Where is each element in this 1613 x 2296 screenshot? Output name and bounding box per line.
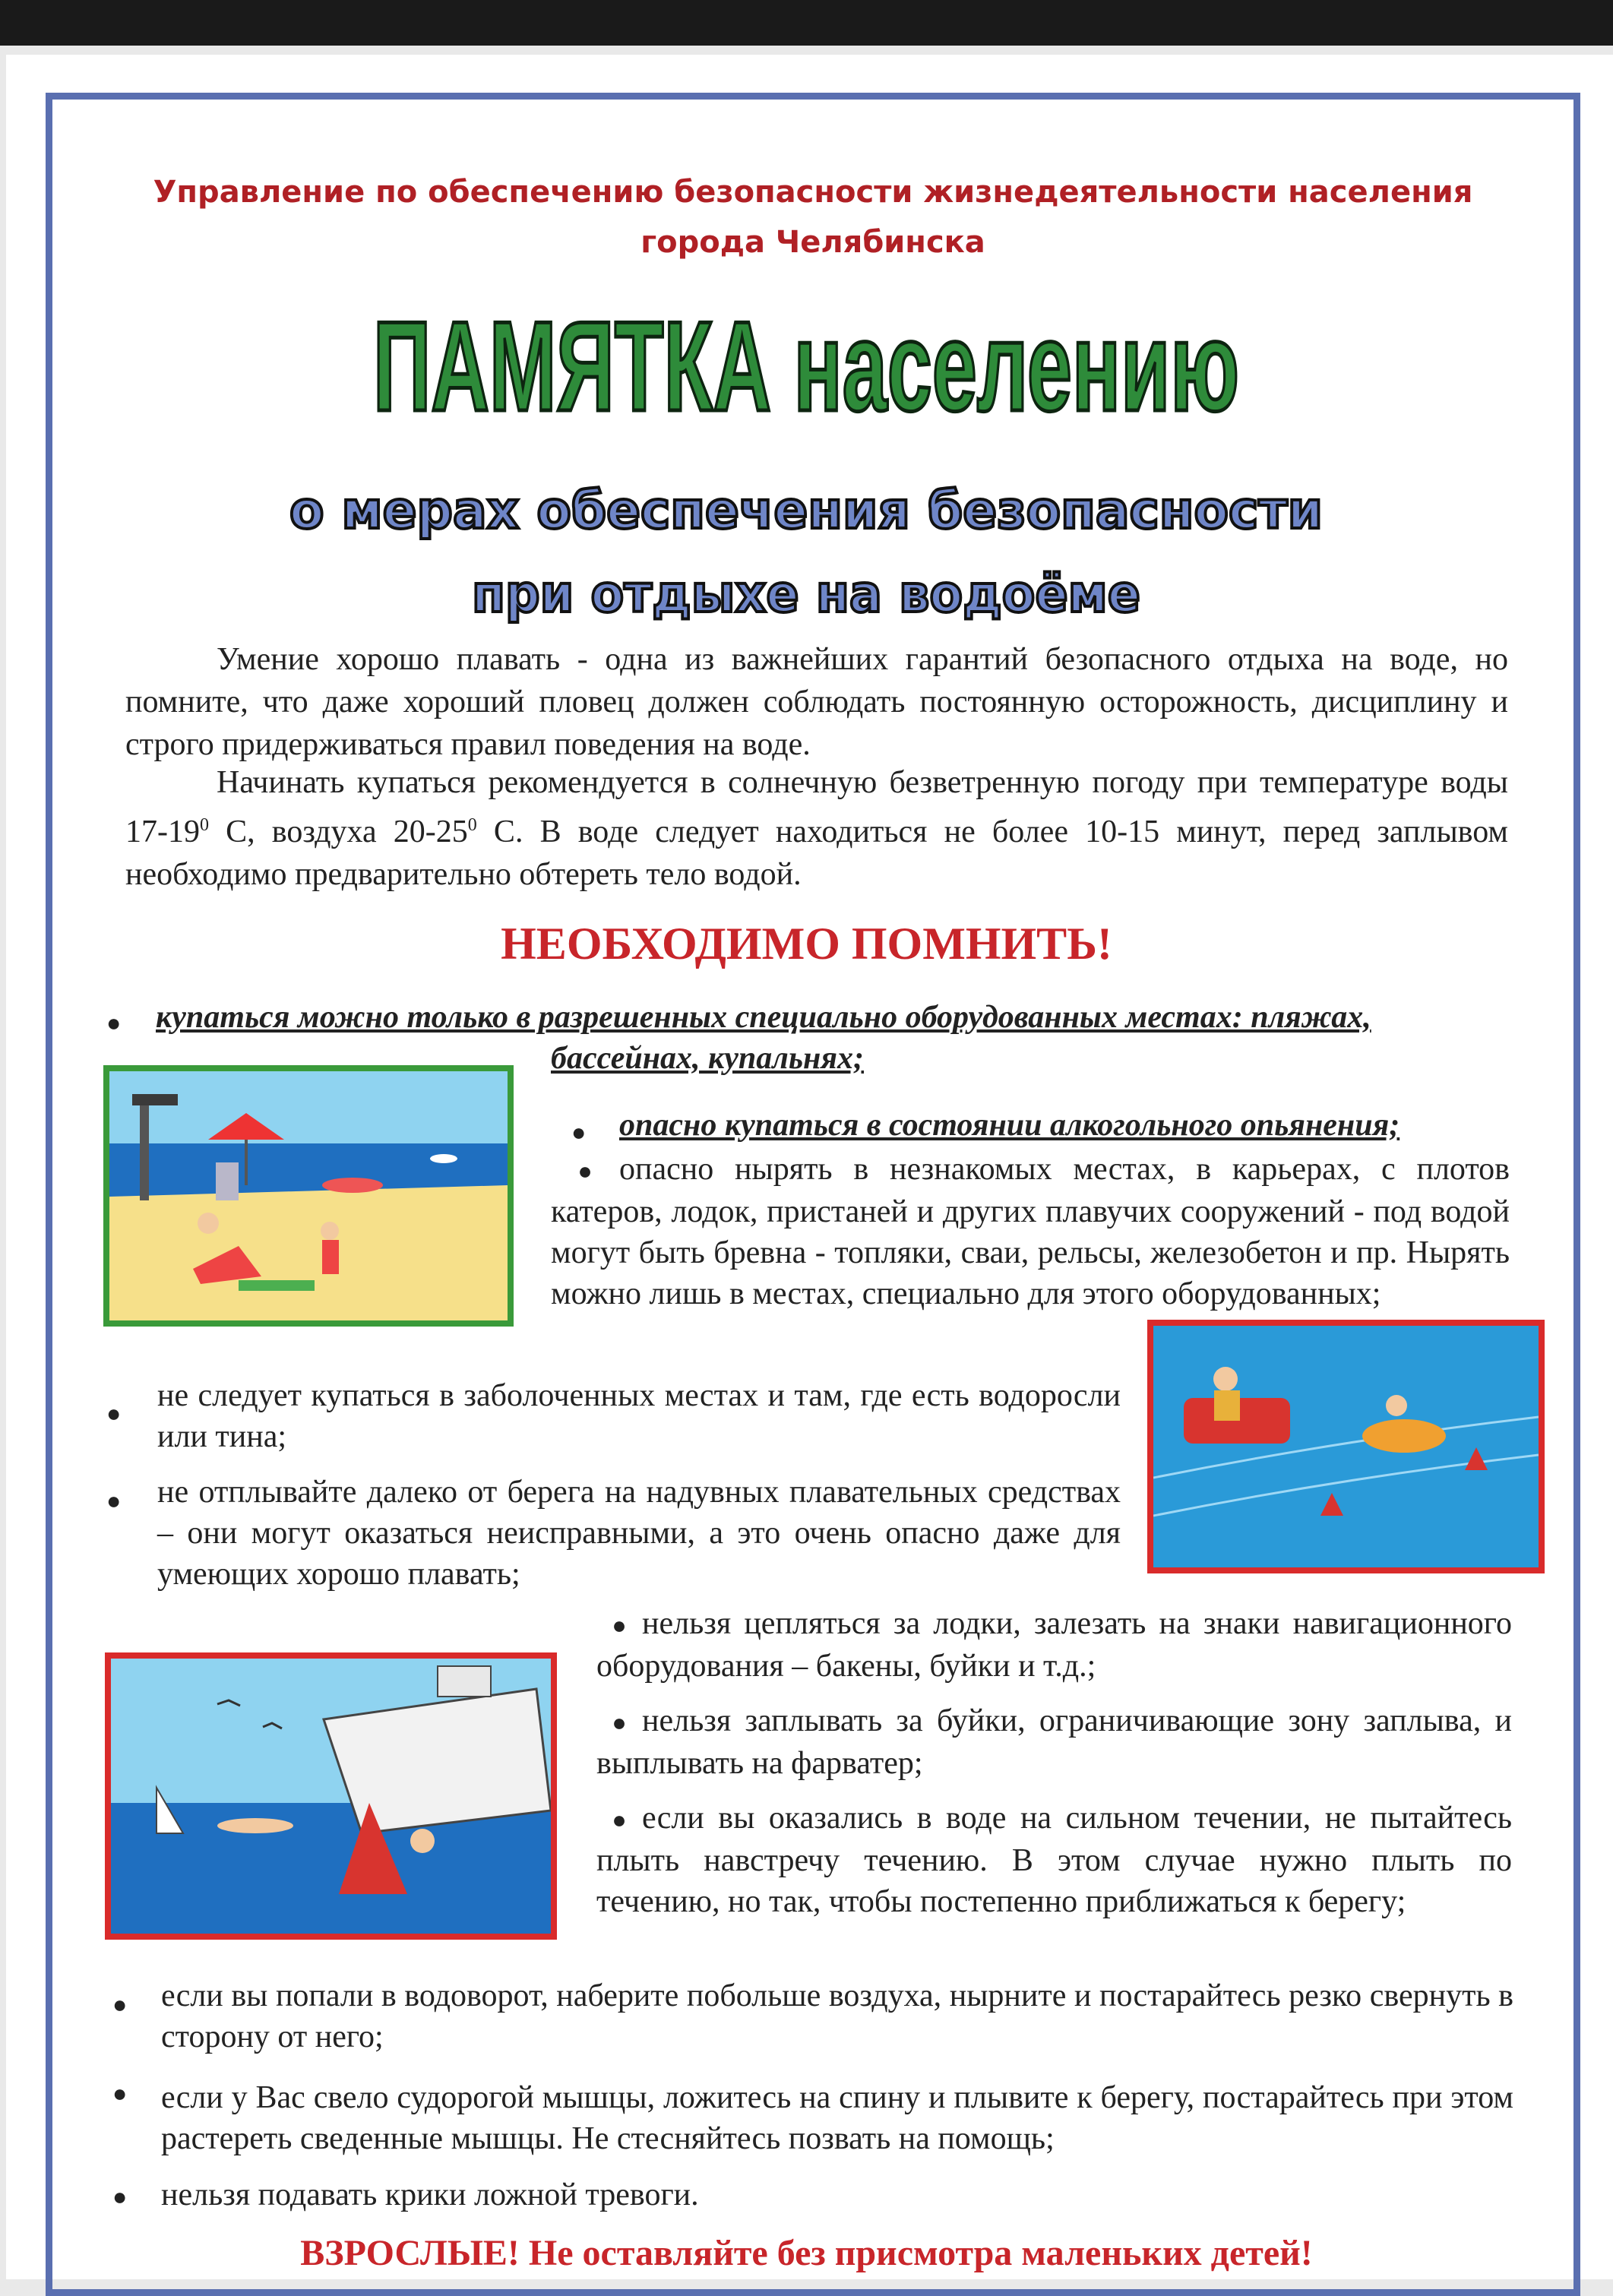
rule-5: не отплывайте далеко от берега на надувных плавательных средствах – они могут оказаться неисправными, а это очень опасно даже для умеющих хорошо плавать; xyxy=(157,1475,1121,1592)
intro-paragraph-1: Умение хорошо плавать - одна из важнейших гарантий безопасного отдыха на воде, но помните, что даже хороший пловец должен соблюдать постоянную осторожность, дисциплину и строго придерживаться правил поведения на воде. xyxy=(125,642,1508,762)
org-line-2: города Челябинска xyxy=(640,225,985,260)
title-text: ПАМЯТКА населению xyxy=(373,295,1239,438)
bullet: ● xyxy=(106,1399,122,1427)
organization-header xyxy=(114,167,1512,267)
rule-6: ● нельзя цепляться за лодки, залезать на знаки навигационного оборудования – бакены, буйки и т.д.; xyxy=(596,1606,1512,1684)
intro-paragraph-2: Начинать купаться рекомендуется в солнечную безветренную погоду при температуре воды $17-19^0$ С, воздуха $20-25^0$ С. В воде следует находиться не более 10-15 минут, перед заплывом необходимо предварительно обтереть тело водой. xyxy=(125,765,1508,892)
rule-1: купаться можно только в разрешенных специально оборудованных местах: пляжах, xyxy=(156,1000,1371,1035)
bullet: ● xyxy=(112,1991,128,2018)
bullet: ● xyxy=(106,1009,122,1036)
scan-edge xyxy=(0,0,1613,46)
bullet: ● xyxy=(112,2079,128,2107)
org-line-1: Управление по обеспечению безопасности жизнедеятельности населения xyxy=(153,175,1473,210)
bullet: ● xyxy=(571,1118,587,1146)
remember-heading: НЕОБХОДИМО ПОМНИТЬ! xyxy=(501,919,1112,969)
beach-illustration xyxy=(103,1065,514,1327)
bullet: ● xyxy=(106,1487,122,1514)
rule-4: не следует купаться в заболоченных местах и там, где есть водоросли или тина; xyxy=(157,1378,1121,1454)
rule-2: опасно купаться в состоянии алкогольного опьянения; xyxy=(619,1108,1400,1143)
footer-warning: ВЗРОСЛЫЕ! Не оставляйте без присмотра маленьких детей! xyxy=(300,2233,1313,2273)
page-subtitle xyxy=(0,471,1613,653)
subtitle-line-2: при отдыхе на водоёме xyxy=(472,565,1140,625)
rule-7: ● нельзя заплывать за буйки, ограничивающие зону заплыва, и выплывать на фарватер; xyxy=(596,1703,1512,1781)
bullet: ● xyxy=(112,2183,128,2210)
rule-9: если вы попали в водоворот, наберите побольше воздуха, нырните и постарайтесь резко свернуть в сторону от него; xyxy=(161,1978,1513,2054)
page-title xyxy=(0,289,1613,456)
rule-3: ● опасно нырять в незнакомых местах, в карьерах, с плотов катеров, лодок, пристаней и других плавучих сооружений - под водой могут быть бревна - топляки, сваи, рельсы, железобетон и пр. Нырять можно лишь в местах, специально для этого оборудованных; xyxy=(551,1152,1510,1311)
rule-11: нельзя подавать крики ложной тревоги. xyxy=(161,2177,699,2212)
ship-illustration xyxy=(105,1652,557,1940)
rule-8: ● если вы оказались в воде на сильном течении, не пытайтесь плыть навстречу течению. В этом случае нужно плыть по течению, но так, чтобы постепенно приближаться к берегу; xyxy=(596,1801,1512,1919)
rule-1-cont: бассейнах, купальнях; xyxy=(551,1041,864,1076)
subtitle-line-1: о мерах обеспечения безопасности xyxy=(289,481,1323,541)
inflatables-illustration xyxy=(1147,1320,1545,1573)
rule-10: если у Вас свело судорогой мышцы, ложитесь на спину и плывите к берегу, постарайтесь при этом растереть сведенные мышцы. Не стесняйтесь позвать на помощь; xyxy=(161,2080,1513,2156)
